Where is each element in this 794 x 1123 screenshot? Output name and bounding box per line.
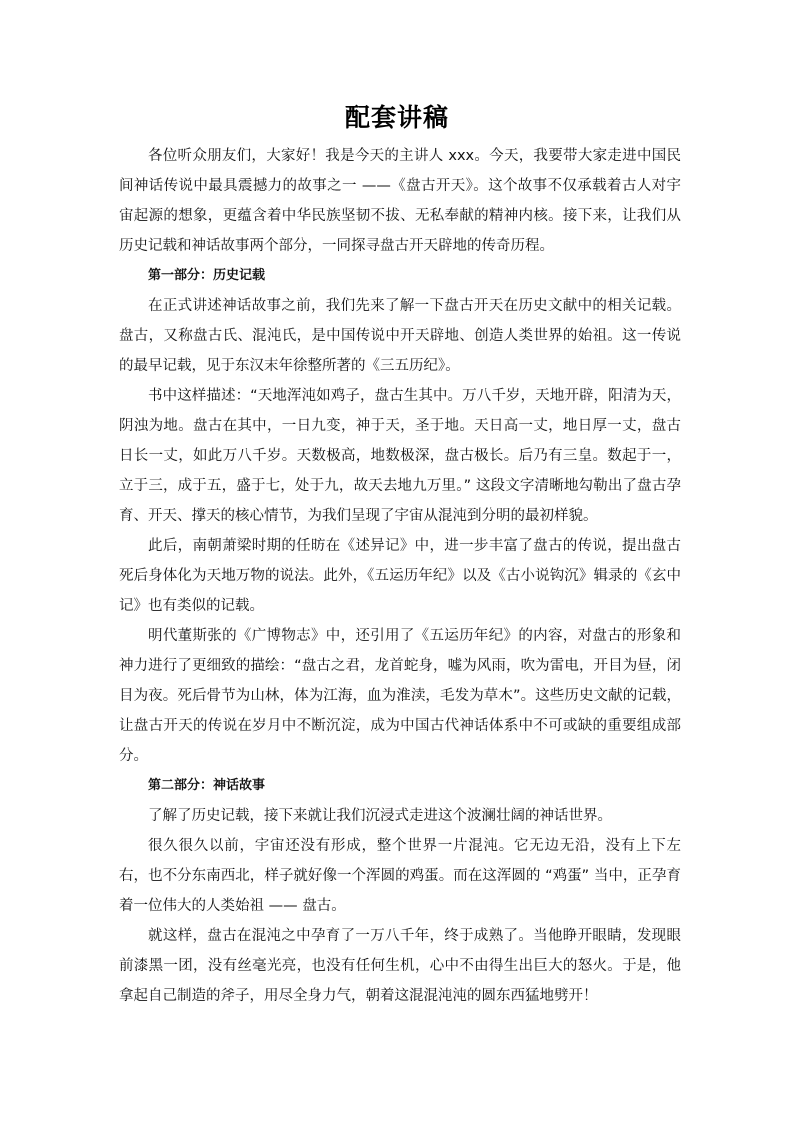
myth-paragraph: 了解了历史记载，接下来就让我们沉浸式走进这个波澜壮阔的神话世界。 [148, 808, 612, 824]
section-heading-history: 第一部分：历史记载 [148, 268, 266, 283]
document-body [119, 141, 681, 1011]
history-paragraph: 明代董斯张的《广博物志》中，还引用了《五运历年纪》的内容，对盘古的形象和神力进行了更细致的描绘：“盘古之君，龙首蛇身，嘘为风雨，吹为雷电，开目为昼，闭目为夜。死后骨节为山林，体为江海，血为淮渎，毛发为草木”。这些历史文献的记载，让盘古开天的传说在岁月中不断沉淀，成为中国古代神话体系中不可或缺的重要组成部分。 [119, 628, 681, 764]
myth-paragraph: 就这样，盘古在混沌之中孕育了一万八千年，终于成熟了。当他睁开眼睛，发现眼前漆黑一团，没有丝毫光亮，也没有任何生机，心中不由得生出巨大的怒火。于是，他拿起自己制造的斧子，用尽全身力气，朝着这混混沌沌的圆东西猛地劈开！ [119, 928, 681, 1004]
page-title: 配套讲稿 [344, 103, 449, 132]
section-heading-myth: 第二部分：神话故事 [148, 778, 266, 793]
history-paragraph: 在正式讲述神话故事之前，我们先来了解一下盘古开天在历史文献中的相关记载。盘古，又称盘古氏、混沌氏，是中国传说中开天辟地、创造人类世界的始祖。这一传说的最早记载，见于东汉末年徐整所著的《三五历纪》。 [119, 298, 681, 374]
history-paragraph: 此后，南朝萧梁时期的任昉在《述异记》中，进一步丰富了盘古的传说，提出盘古死后身体化为天地万物的说法。此外，《五运历年纪》以及《古小说钩沉》辑录的《玄中记》也有类似的记载。 [119, 538, 681, 614]
history-paragraph: 书中这样描述：“天地浑沌如鸡子，盘古生其中。万八千岁，天地开辟，阳清为天，阴浊为地。盘古在其中，一日九变，神于天，圣于地。天日高一丈，地日厚一丈，盘古日长一丈，如此万八千岁。天数极高，地数极深，盘古极长。后乃有三皇。数起于一，立于三，成于五，盛于七，处于九，故天去地九万里。” 这段文字清晰地勾勒出了盘古孕育、开天、撑天的核心情节，为我们呈现了宇宙从混沌到分明的最初样貌。 [119, 388, 681, 524]
myth-paragraph: 很久很久以前，宇宙还没有形成，整个世界一片混沌。它无边无沿，没有上下左右，也不分东南西北，样子就好像一个浑圆的鸡蛋。而在这浑圆的 “鸡蛋” 当中，正孕育着一位伟大的人类始祖 —— 盘古。 [119, 838, 681, 914]
intro-paragraph: 各位听众朋友们，大家好！我是今天的主讲人 xxx。今天，我要带大家走进中国民间神话传说中最具震撼力的故事之一 ——《盘古开天》。这个故事不仅承载着古人对宇宙起源的想象，更蕴含着中华民族坚韧不拔、无私奉献的精神内核。接下来，让我们从历史记载和神话故事两个部分，一同探寻盘古开天辟地的传奇历程。 [119, 148, 681, 254]
